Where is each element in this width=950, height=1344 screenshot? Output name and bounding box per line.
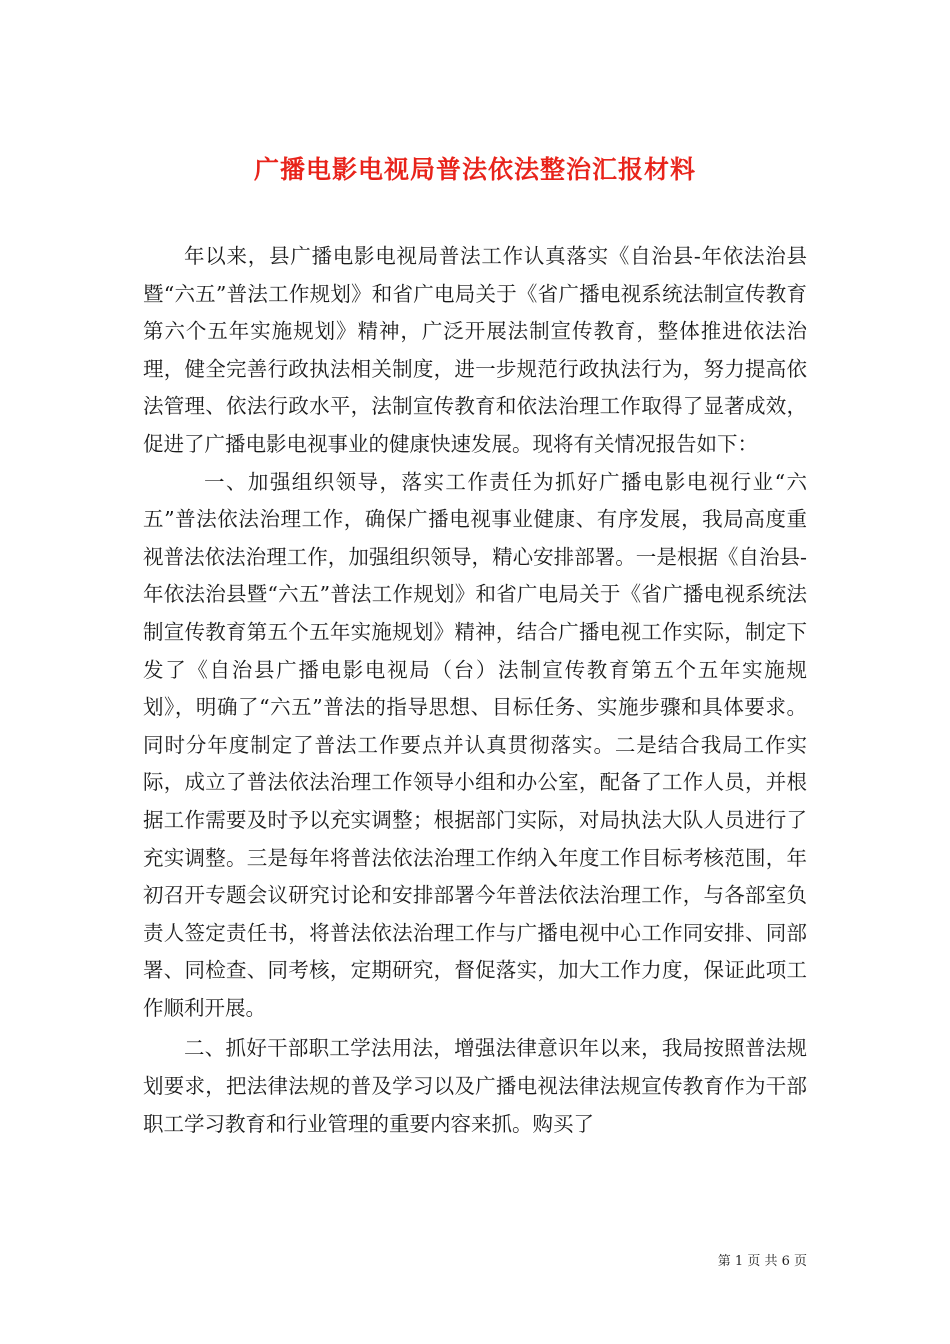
paragraph-section-2: 二、抓好干部职工学法用法，增强法律意识年以来，我局按照普法规划要求，把法律法规的普及学习以及广播电视法律法规宣传教育作为干部职工学习教育和行业管理的重要内容来抓。购买了 (143, 1036, 807, 1136)
document-body (143, 238, 807, 1143)
paragraph-section-1: 一、加强组织领导，落实工作责任为抓好广播电影电视行业“六五”普法依法治理工作，确保广播电视事业健康、有序发展，我局高度重视普法依法治理工作，加强组织领导，精心安排部署。一是根据《自治县-年依法治县暨“六五”普法工作规划》和省广电局关于《省广播电视系统法制宣传教育第五个五年实施规划》精神，结合广播电视工作实际，制定下发了《自治县广播电影电视局（台）法制宣传教育第五个五年实施规划》，明确了“六五”普法的指导思想、目标任务、实施步骤和具体要求。同时分年度制定了普法工作要点并认真贯彻落实。二是结合我局工作实际，成立了普法依法治理工作领导小组和办公室，配备了工作人员，并根据工作需要及时予以充实调整；根据部门实际，对局执法大队人员进行了充实调整。三是每年将普法依法治理工作纳入年度工作目标考核范围，年初召开专题会议研究讨论和安排部署今年普法依法治理工作，与各部室负责人签定责任书，将普法依法治理工作与广播电视中心工作同安排、同部署、同检查、同考核，定期研究，督促落实，加大工作力度，保证此项工作顺利开展。 (143, 469, 807, 1020)
paragraph-intro: 年以来，县广播电影电视局普法工作认真落实《自治县-年依法治县暨“六五”普法工作规划》和省广电局关于《省广播电视系统法制宣传教育第六个五年实施规划》精神，广泛开展法制宣传教育，整体推进依法治理，健全完善行政执法相关制度，进一步规范行政执法行为，努力提高依法管理、依法行政水平，法制宣传教育和依法治理工作取得了显著成效，促进了广播电影电视事业的健康快速发展。现将有关情况报告如下： (143, 244, 807, 456)
document-title: 广播电影电视局普法依法整治汇报材料 (253, 154, 696, 184)
page-number: 第 1 页 共 6 页 (717, 1254, 807, 1269)
